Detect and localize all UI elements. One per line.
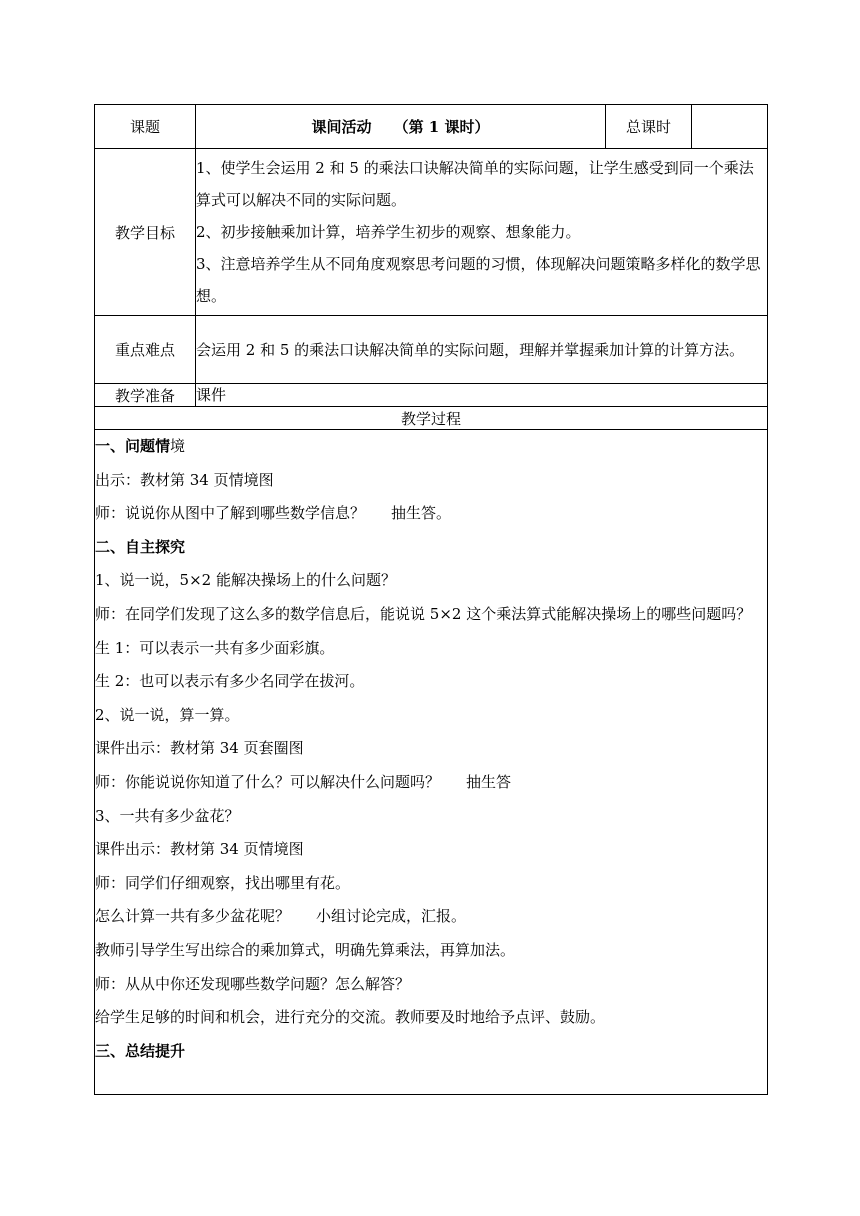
process-line: 出示：教材第 34 页情境图: [95, 470, 274, 489]
lesson-number: （第 1 课时）: [393, 118, 490, 136]
process-line: 2、说一说，算一算。: [95, 705, 240, 724]
total-hours-label: 总课时: [606, 105, 692, 149]
process-line: 3、一共有多少盆花？: [95, 806, 240, 825]
lesson-topic: 课间活动: [311, 118, 372, 136]
section-title: [95, 430, 767, 464]
preparation-value: 课件: [196, 384, 768, 407]
goals-content: [196, 149, 768, 316]
goals-label: 教学目标: [95, 149, 196, 316]
key-points-row: [95, 316, 768, 384]
process-line: 师：在同学们发现了这么多的数学信息后，能说说 5×2 这个乘法算式能解决操场上的哪些问题吗？: [95, 604, 752, 623]
process-content: [95, 430, 768, 1095]
section3-title: 三、总结提升: [95, 1041, 186, 1060]
lesson-plan-table: [94, 104, 768, 1095]
section1-title: 一、问题情: [95, 437, 171, 455]
process-line: 师：从从中你还发现哪些数学问题？怎么解答？: [95, 974, 411, 993]
key-points-text: 会运用 2 和 5 的乘法口诀解决简单的实际问题，理解并掌握乘加计算的计算方法。: [196, 340, 745, 359]
goal-item: 2、初步接触乘加计算，培养学生初步的观察、想象能力。: [196, 223, 581, 241]
process-line: 给学生足够的时间和机会，进行充分的交流。教师要及时地给予点评、鼓励。: [95, 1008, 606, 1027]
process-line: 课件出示：教材第 34 页套圈图: [95, 739, 304, 758]
process-heading: 教学过程: [95, 407, 768, 430]
total-hours-value: [692, 105, 768, 149]
header-row: [95, 105, 768, 149]
process-line: 师：同学们仔细观察，找出哪里有花。: [95, 873, 351, 892]
student-answer: 抽生答: [466, 772, 512, 791]
lesson-title: [196, 105, 606, 149]
process-line: 生 2：也可以表示有多少名同学在拔河。: [95, 672, 365, 691]
preparation-row: [95, 384, 768, 407]
student-answer: 抽生答。: [391, 504, 452, 523]
section1-title-tail: 境: [170, 437, 186, 455]
goal-item: 3、注意培养学生从不同角度观察思考问题的习惯，体现解决问题策略多样化的数学思想。: [196, 255, 761, 305]
teacher-question: 师：你能说说你知道了什么？可以解决什么问题吗？: [95, 772, 441, 791]
process-line: [95, 766, 767, 800]
key-points-content: [196, 316, 768, 384]
process-row: [95, 430, 768, 1095]
process-line: 教师引导学生写出综合的乘加算式，明确先算乘法，再算加法。: [95, 940, 516, 959]
teacher-question: 怎么计算一共有多少盆花呢？: [95, 907, 291, 926]
teacher-question: 师：说说你从图中了解到哪些数学信息？: [95, 504, 366, 523]
process-line: [95, 497, 767, 531]
process-line: 生 1：可以表示一共有多少面彩旗。: [95, 638, 335, 657]
section2-title: 二、自主探究: [95, 537, 186, 556]
process-heading-row: [95, 407, 768, 430]
process-line: 课件出示：教材第 34 页情境图: [95, 840, 304, 859]
goal-item: 1、使学生会运用 2 和 5 的乘法口诀解决简单的实际问题，让学生感受到同一个乘法算式可以解决不同的实际问题。: [196, 159, 754, 209]
process-line: 1、说一说，5×2 能解决操场上的什么问题？: [95, 571, 396, 590]
preparation-label: 教学准备: [95, 384, 196, 407]
process-line: [95, 900, 767, 934]
goals-row: [95, 149, 768, 316]
topic-label: 课题: [95, 105, 196, 149]
group-activity: 小组讨论完成，汇报。: [316, 907, 467, 926]
key-points-label: 重点难点: [95, 316, 196, 384]
